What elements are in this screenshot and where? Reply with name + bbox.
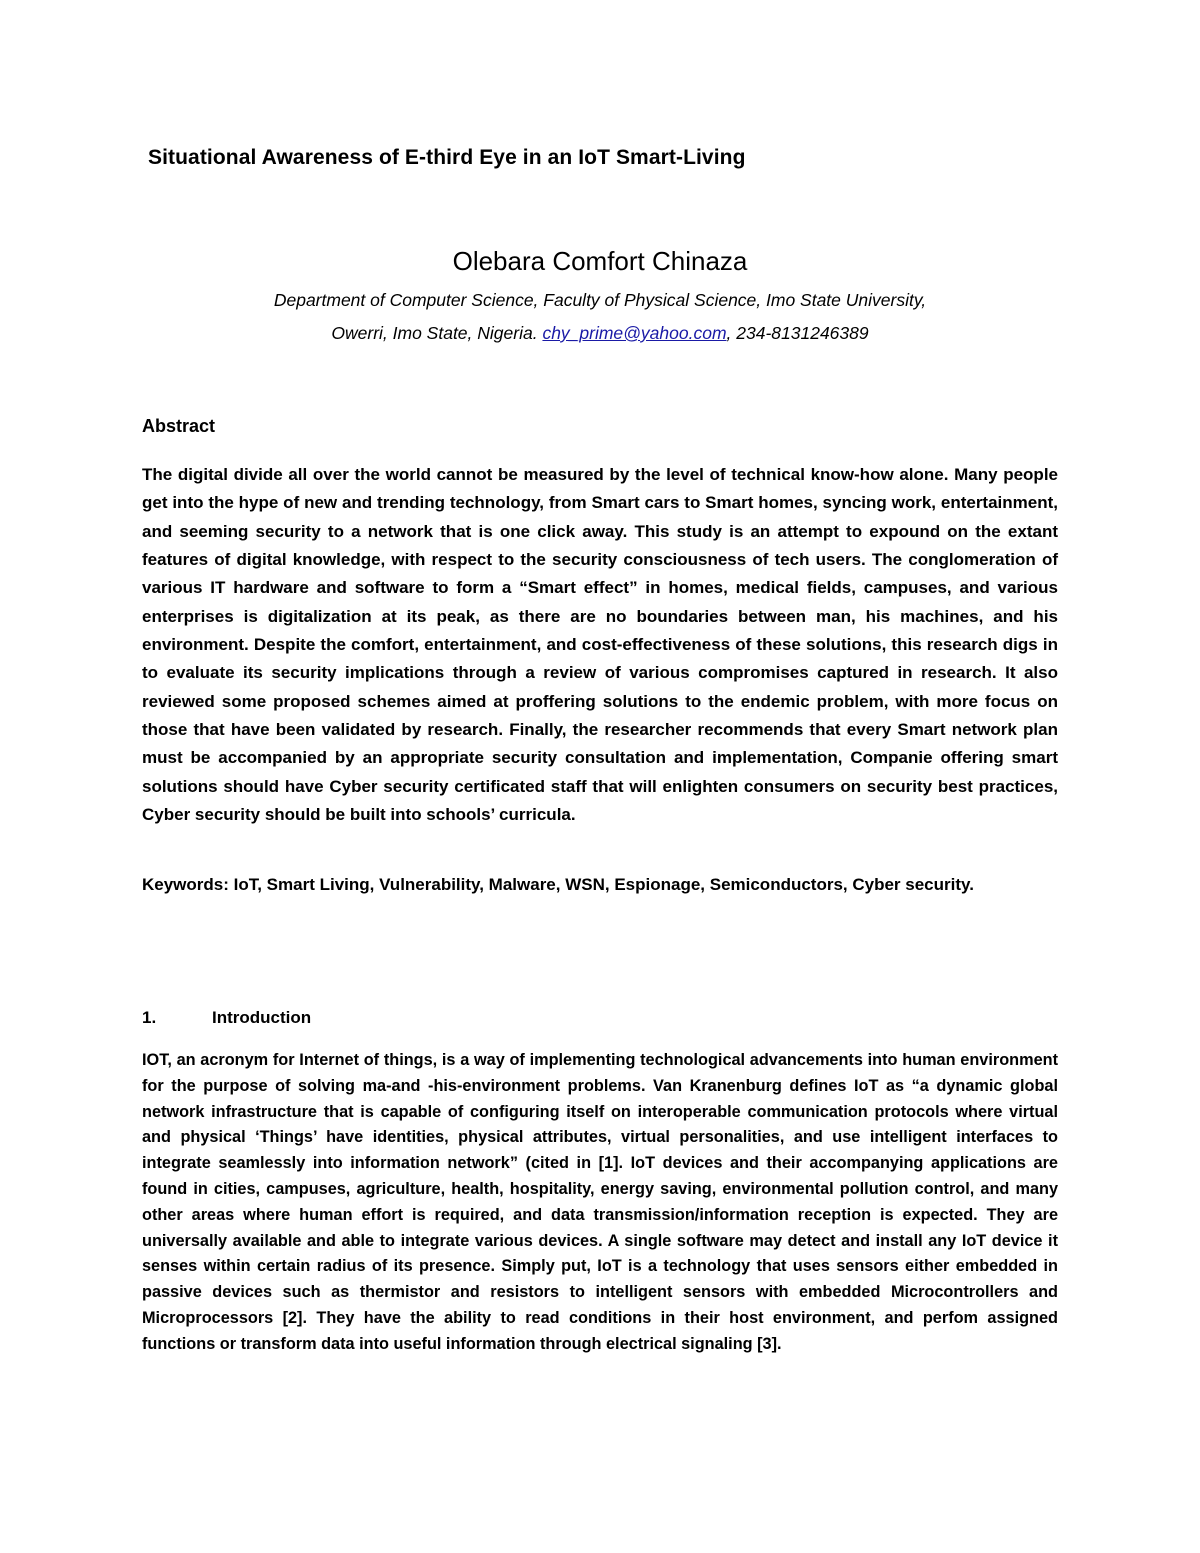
keywords: Keywords: IoT, Smart Living, Vulnerability, Malware, WSN, Espionage, Semiconductors, Cyber security. xyxy=(142,875,974,894)
author-phone: , 234-8131246389 xyxy=(726,323,869,343)
author-affiliation: Department of Computer Science, Faculty of Physical Science, Imo State University, xyxy=(273,290,927,310)
author-contact xyxy=(0,323,1200,344)
section-title: Introduction xyxy=(212,1008,312,1027)
affiliation-location: Owerri, Imo State, Nigeria. xyxy=(331,323,543,343)
author-email-link[interactable]: chy_prime@yahoo.com xyxy=(542,323,727,343)
abstract-text: The digital divide all over the world cannot be measured by the level of technical know-how alone. Many people get into the hype of new and trending technology, from Smart cars to Smart homes, syncing work, entertainment, and seeming security to a network that is one click away. This study is an attempt to expound on the extant features of digital knowledge, with respect to the security consciousness of tech users. The conglomeration of various IT hardware and software to form a “Smart effect” in homes, medical fields, campuses, and various enterprises is digitalization at its peak, as there are no boundaries between man, his machines, and his environment. Despite the comfort, entertainment, and cost-effectiveness of these solutions, this research digs in to evaluate its security implications through a review of various compromises captured in research. It also reviewed some proposed schemes aimed at proffering solutions to the endemic problem, with more focus on those that have been validated by research. Finally, the researcher recommends that every Smart network plan must be accompanied by an appropriate security consultation and implementation, Companie offering smart solutions should have Cyber security certificated staff that will enlighten consumers on security best practices, Cyber security should be built into schools’ curricula. xyxy=(142,465,1058,825)
author-name: Olebara Comfort Chinaza xyxy=(452,246,748,276)
paper-title: Situational Awareness of E-third Eye in an IoT Smart-Living xyxy=(148,146,746,169)
abstract-heading: Abstract xyxy=(142,416,216,436)
section-number: 1. xyxy=(142,1008,157,1027)
introduction-text: IOT, an acronym for Internet of things, is a way of implementing technological advancements into human environment for the purpose of solving ma-and -his-environment problems. Van Kranenburg defines IoT as “a dynamic global network infrastructure that is capable of configuring itself on interoperable communication protocols where virtual and physical ‘Things’ have identities, physical attributes, virtual personalities, and use intelligent interfaces to integrate seamlessly into information network” (cited in [1]. IoT devices and their accompanying applications are found in cities, campuses, agriculture, health, hospitality, energy saving, environmental pollution control, and many other areas where human effort is required, and data transmission/information reception is expected. They are universally available and able to integrate various devices. A single software may detect and install any IoT device it senses within certain radius of its presence. Simply put, IoT is a technology that uses sensors either embedded in passive devices such as thermistor and resistors to intelligent sensors with embedded Microcontrollers and Microprocessors [2]. They have the ability to read conditions in their host environment, and perfom assigned functions or transform data into useful information through electrical signaling [3]. xyxy=(142,1051,1058,1353)
section-heading-introduction xyxy=(142,1008,311,1028)
